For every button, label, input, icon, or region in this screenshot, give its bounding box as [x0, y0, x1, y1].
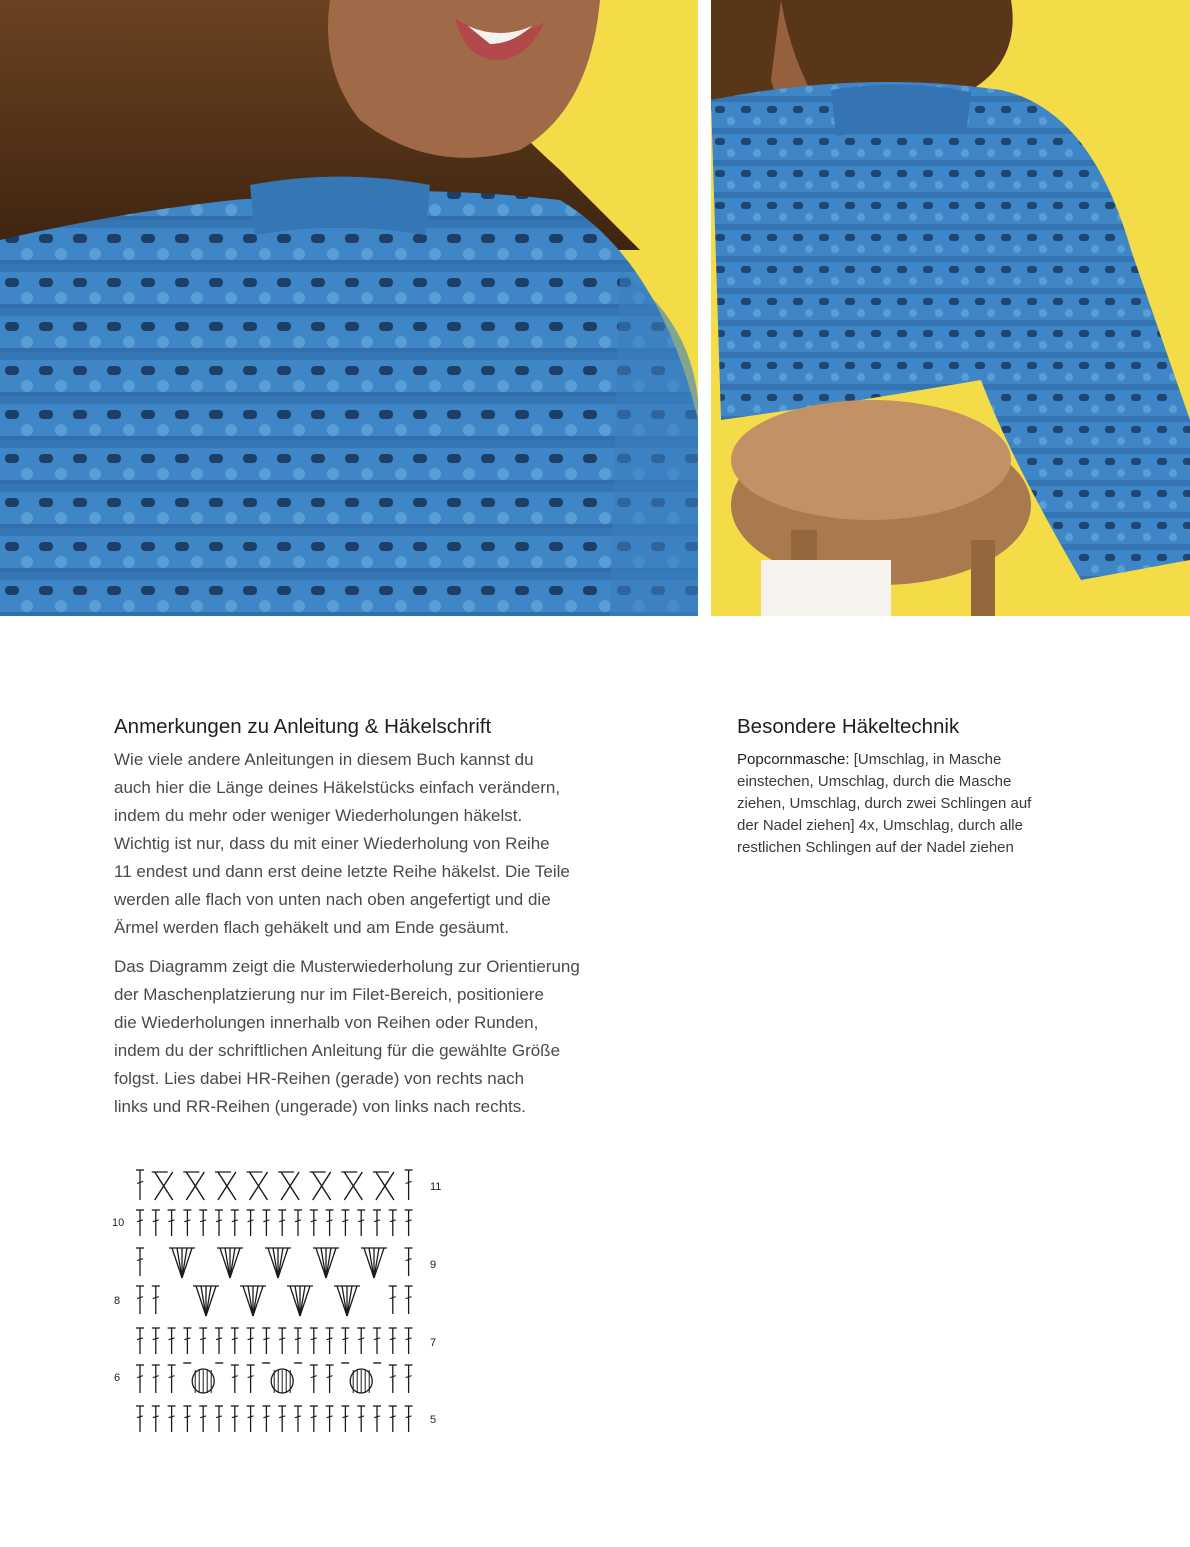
- row9-shell-stitch: [364, 1248, 374, 1278]
- row6-stitch: [247, 1365, 255, 1393]
- row5-stitch: [294, 1406, 302, 1432]
- row8-shell-stitch: [243, 1286, 253, 1316]
- row11-edge-stitch: [405, 1170, 413, 1200]
- row-label-11: 11: [430, 1181, 442, 1193]
- row9-shell-stitch: [182, 1248, 187, 1278]
- technique-term: Popcornmasche:: [737, 751, 850, 768]
- row6-stitch: [152, 1365, 160, 1393]
- notes-heading: Anmerkungen zu Anleitung & Häkelschrift: [114, 715, 492, 738]
- row10-stitch: [168, 1210, 176, 1236]
- row8-shell-stitch: [201, 1286, 206, 1316]
- row9-shell-stitch: [316, 1248, 326, 1278]
- row9-shell-stitch: [172, 1248, 182, 1278]
- row10-stitch: [183, 1210, 191, 1236]
- row10-stitch: [326, 1210, 334, 1236]
- row8-shell-stitch: [337, 1286, 347, 1316]
- row7-stitch: [231, 1328, 239, 1354]
- row9-shell-stitch: [321, 1248, 326, 1278]
- row9-shell-stitch: [278, 1248, 288, 1278]
- row5-stitch: [389, 1406, 397, 1432]
- row5-stitch: [310, 1406, 318, 1432]
- row5-stitch: [278, 1406, 286, 1432]
- row8-shell-stitch: [347, 1286, 357, 1316]
- row10-stitch: [199, 1210, 207, 1236]
- row7-stitch: [341, 1328, 349, 1354]
- row6-stitch: [389, 1365, 397, 1393]
- row5-stitch: [405, 1406, 413, 1432]
- row8-shell-stitch: [295, 1286, 300, 1316]
- row10-stitch: [215, 1210, 223, 1236]
- row-label-5: 5: [430, 1414, 437, 1426]
- row10-stitch: [310, 1210, 318, 1236]
- row9-shell-stitch: [273, 1248, 278, 1278]
- row7-stitch: [326, 1328, 334, 1354]
- crochet-chart: [108, 1160, 448, 1440]
- row5-stitch: [183, 1406, 191, 1432]
- row7-stitch: [262, 1328, 270, 1354]
- row8-shell-stitch: [300, 1286, 305, 1316]
- row8-shell-stitch: [300, 1286, 310, 1316]
- row9-shell-stitch: [326, 1248, 331, 1278]
- special-technique-section: [737, 714, 1097, 859]
- row7-stitch: [294, 1328, 302, 1354]
- row7-stitch: [310, 1328, 318, 1354]
- row8-shell-stitch: [206, 1286, 211, 1316]
- row10-stitch: [373, 1210, 381, 1236]
- row9-edge-stitch: [405, 1248, 413, 1276]
- row9-shell-stitch: [177, 1248, 182, 1278]
- row9-shell-stitch: [220, 1248, 230, 1278]
- sweater-closeup-image: [0, 0, 698, 616]
- row8-shell-stitch: [206, 1286, 216, 1316]
- row-label-7: 7: [430, 1337, 437, 1349]
- row5-stitch: [136, 1406, 144, 1432]
- row5-stitch: [341, 1406, 349, 1432]
- row8-edge-stitch: [152, 1286, 160, 1314]
- row10-stitch: [405, 1210, 413, 1236]
- row7-stitch: [278, 1328, 286, 1354]
- row8-edge-stitch: [405, 1286, 413, 1314]
- row5-stitch: [262, 1406, 270, 1432]
- row8-shell-stitch: [290, 1286, 300, 1316]
- sweater-stool-photo: [711, 0, 1190, 616]
- row7-stitch: [405, 1328, 413, 1354]
- technique-heading: Besondere Häkeltechnik: [737, 715, 960, 738]
- row5-stitch: [231, 1406, 239, 1432]
- row9-shell-stitch: [230, 1248, 235, 1278]
- row-label-9: 9: [430, 1259, 437, 1271]
- row9-edge-stitch: [136, 1248, 144, 1276]
- sweater-closeup-photo: [0, 0, 698, 616]
- row10-stitch: [152, 1210, 160, 1236]
- row-label-10: 10: [112, 1217, 125, 1229]
- row6-stitch: [136, 1365, 144, 1393]
- row9-shell-stitch: [374, 1248, 379, 1278]
- row8-shell-stitch: [347, 1286, 352, 1316]
- row9-shell-stitch: [374, 1248, 384, 1278]
- row9-shell-stitch: [268, 1248, 278, 1278]
- row7-stitch: [199, 1328, 207, 1354]
- row8-shell-stitch: [248, 1286, 253, 1316]
- row7-stitch: [183, 1328, 191, 1354]
- row-label-6: 6: [114, 1372, 121, 1384]
- row8-edge-stitch: [389, 1286, 397, 1314]
- row5-stitch: [357, 1406, 365, 1432]
- row10-stitch: [341, 1210, 349, 1236]
- row9-shell-stitch: [230, 1248, 240, 1278]
- row5-stitch: [199, 1406, 207, 1432]
- row7-stitch: [152, 1328, 160, 1354]
- row10-stitch: [294, 1210, 302, 1236]
- notes-paragraph-diagram: Das Diagramm zeigt die Musterwiederholung zur Orientierung der Maschenplatzierung nur im Filet-Bereich, positioniere die Wiederholungen innerhalb von Reihen oder Runden, indem du der schriftlichen Anleitung für die gewählte Größe folgst. Lies dabei HR-Reihen (gerade) von rechts nach links und RR-Reihen (ungerade) von links nach rechts.: [114, 957, 580, 1116]
- row-label-8: 8: [114, 1295, 121, 1307]
- row9-shell-stitch: [326, 1248, 336, 1278]
- row5-stitch: [373, 1406, 381, 1432]
- row8-shell-stitch: [196, 1286, 206, 1316]
- row9-shell-stitch: [369, 1248, 374, 1278]
- row6-stitch: [310, 1365, 318, 1393]
- row7-stitch: [389, 1328, 397, 1354]
- row10-stitch: [247, 1210, 255, 1236]
- row7-stitch: [373, 1328, 381, 1354]
- row9-shell-stitch: [225, 1248, 230, 1278]
- row10-stitch: [231, 1210, 239, 1236]
- row9-shell-stitch: [182, 1248, 192, 1278]
- row5-stitch: [168, 1406, 176, 1432]
- sweater-stool-image: [711, 0, 1190, 616]
- row8-shell-stitch: [342, 1286, 347, 1316]
- row10-stitch: [357, 1210, 365, 1236]
- technique-description: [737, 749, 1097, 859]
- row7-stitch: [215, 1328, 223, 1354]
- row11-edge-stitch: [136, 1170, 144, 1200]
- row10-stitch: [136, 1210, 144, 1236]
- row10-stitch: [262, 1210, 270, 1236]
- notes-paragraph-length: Wie viele andere Anleitungen in diesem Buch kannst du auch hier die Länge deines Häkelstücks einfach verändern, indem du mehr oder weniger Wiederholungen häkelst. Wichtig ist nur, dass du mit einer Wiederholung von Reihe 11 endest und dann erst deine letzte Reihe häkelst. Die Teile werden alle flach von unten nach oben angefertigt und die Ärmel werden flach gehäkelt und am Ende gesäumt.: [114, 750, 570, 937]
- row5-stitch: [152, 1406, 160, 1432]
- row6-stitch: [405, 1365, 413, 1393]
- row7-stitch: [168, 1328, 176, 1354]
- row9-shell-stitch: [278, 1248, 283, 1278]
- row5-stitch: [326, 1406, 334, 1432]
- row8-shell-stitch: [253, 1286, 258, 1316]
- row5-stitch: [247, 1406, 255, 1432]
- row6-stitch: [326, 1365, 334, 1393]
- row8-edge-stitch: [136, 1286, 144, 1314]
- row10-stitch: [278, 1210, 286, 1236]
- row7-stitch: [247, 1328, 255, 1354]
- row7-stitch: [357, 1328, 365, 1354]
- pattern-notes-section: [114, 714, 674, 1132]
- technique-text: [Umschlag, in Masche einstechen, Umschlag, durch die Masche ziehen, Umschlag, durch zwei Schlingen auf der Nadel ziehen] 4x, Umschlag, durch alle restlichen Schlingen auf der Nadel ziehen: [737, 751, 1032, 856]
- crochet-chart-svg: [108, 1160, 448, 1440]
- row6-stitch: [168, 1365, 176, 1393]
- row8-shell-stitch: [253, 1286, 263, 1316]
- row7-stitch: [136, 1328, 144, 1354]
- row5-stitch: [215, 1406, 223, 1432]
- row6-stitch: [231, 1365, 239, 1393]
- row10-stitch: [389, 1210, 397, 1236]
